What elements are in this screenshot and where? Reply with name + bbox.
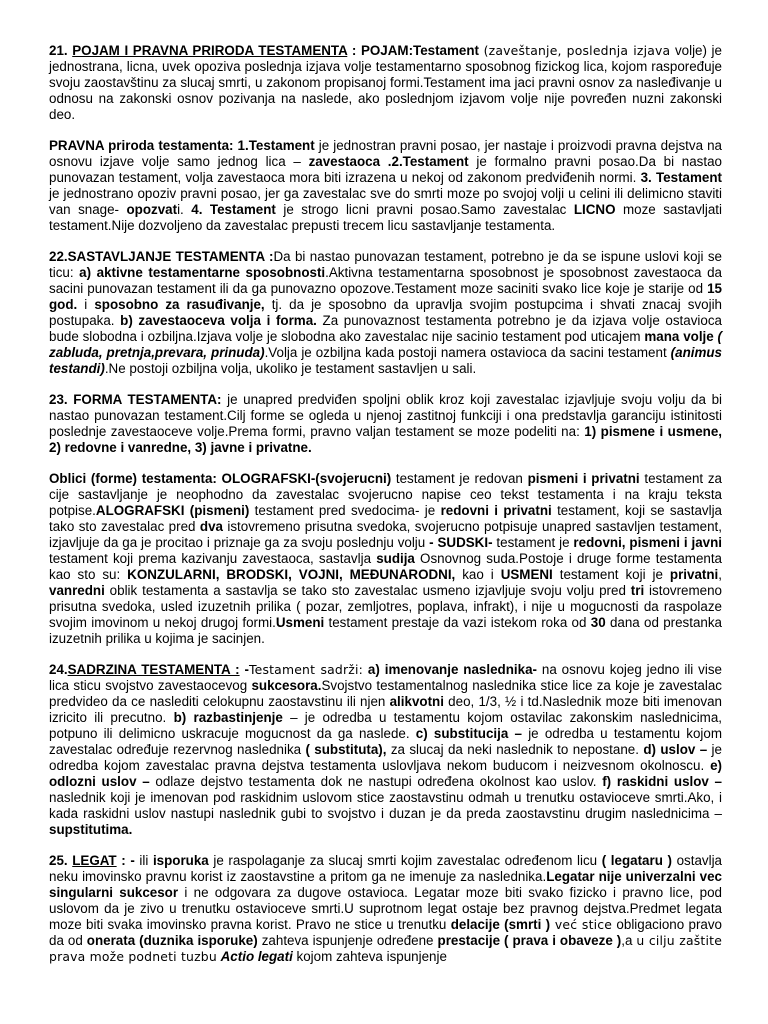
text-run: testament koji prema kazivanju zavestaoca, sastavlja bbox=[49, 551, 377, 566]
text-run: 25. bbox=[49, 853, 73, 868]
text-run: vanredni bbox=[49, 583, 105, 598]
text-run: dana od prestanka izuzetnih prilika u kojima je sacinjen. bbox=[49, 615, 723, 646]
text-run: ( substituta), bbox=[305, 742, 387, 757]
text-run: testament prestaje da vazi istekom roka od bbox=[324, 615, 591, 630]
text-run: privatni bbox=[669, 567, 719, 582]
text-run: 22.SASTAVLJANJE TESTAMENTA : bbox=[49, 249, 274, 264]
text-run: isporuka bbox=[152, 853, 209, 868]
text-run: testament koji je bbox=[552, 567, 670, 582]
text-run: i bbox=[77, 297, 95, 312]
text-run: testament pred svedocima- je bbox=[249, 503, 441, 518]
text-run: tri bbox=[630, 583, 645, 598]
text-run: LEGAT bbox=[72, 853, 117, 868]
text-run: Osnovnog suda.Postoje i druge forme testamenta kao sto su: bbox=[49, 551, 722, 582]
text-run: ili bbox=[134, 853, 153, 868]
text-run: tj. da je sposobno da upravlja svojim postupcima i shvati znacaj svojih postupaka. bbox=[49, 297, 722, 328]
text-run: 1) pismene i usmene, 2) redovne i vanredne, 3) javne i privatne. bbox=[49, 424, 722, 455]
text-run: ostavlja neku imovinsko pravnu korist iz zaostavstine a pritom ga ne imenuje za naslednika. bbox=[49, 853, 723, 884]
text-run: c) substitucija – bbox=[415, 726, 522, 741]
text-run: oblik testamenta a sastavlja se tako sto zavestalac usmeno izjavljuje svoju volju pred bbox=[104, 583, 631, 598]
text-run: b) zavestaoceva volja i forma. bbox=[120, 313, 317, 328]
text-run: Legatar nije univerzalni vec singularni sukcesor bbox=[49, 869, 723, 900]
text-run: prestacije ( prava i obaveze ) bbox=[437, 933, 622, 948]
text-run: zavestaoca .2.Testament bbox=[308, 154, 469, 169]
text-run: testament, koji se sastavlja tako sto zavestalac pred bbox=[49, 503, 723, 534]
text-run: ( zabluda, pretnja,prevara, prinuda) bbox=[49, 329, 723, 360]
text-run: istovremeno prisutna svedoka, usled izuzetnih prilika ( pozar, zemljotres, poplava, infrakt), i nije u mogucnosti da raspolaze svojim imovinom u nekoj drugoj formi. bbox=[49, 583, 722, 630]
text-run: Da bi nastao punovazan testament, potrebno je da se ispune uslovi koji se ticu: bbox=[49, 249, 722, 280]
text-run: obligaciono pravo da od bbox=[49, 917, 722, 948]
text-run: volje) je jednostrana, licna, uvek opoziva poslednja izjava volje testamentarno sposobnog fizickog lica, kojom raspoređuje svoju zaostavštinu za slucaj smrti, u zakonom propisanoj formi.Testament ima jaci pravni osnov za nasleđivanje u odnosu na zakonski osnov pozivanja na naslede, ako poslednjom izjavom volje nije povređen nuzni zakonski deo. bbox=[49, 43, 722, 122]
text-run: ( legataru ) bbox=[601, 853, 672, 868]
text-run: - bbox=[239, 662, 249, 677]
text-run: 23. FORMA TESTAMENTA: bbox=[49, 392, 222, 407]
text-run: sudija bbox=[376, 551, 415, 566]
text-run: Actio legati bbox=[220, 949, 293, 964]
text-run: .Ne postoji ozbiljna volja, ukoliko je testament sastavljen u sali. bbox=[104, 361, 477, 376]
text-run: testament je bbox=[492, 535, 574, 550]
text-run: Oblici (forme) testamenta: OLOGRAFSKI-(svojerucni) bbox=[49, 471, 392, 486]
text-run: a) imenovanje naslednika- bbox=[363, 662, 537, 677]
text-run: za slucaj da neki naslednik to nepostane. bbox=[386, 742, 644, 757]
text-run: je jednostrano opoziv pravni posao, jer ga zavestalac sve do smrti moze po svojoj volji u celini ili delimicno staviti van snage- bbox=[49, 186, 722, 217]
text-run: moze sastavljati testament.Nije dozvoljeno da zavestalac prepusti trecem licu sastavljanje testamenta. bbox=[49, 202, 722, 233]
text-run: .Aktivna testamentarna sposobnost je sposobnost zavestaoca da sacini punovazan testament ili da ga punovazno opozove.Testament moze saciniti svako lice koje je starije od bbox=[49, 265, 722, 296]
text-run: 30 bbox=[590, 615, 606, 630]
paragraph-section-21-definition bbox=[49, 43, 722, 123]
text-run: na osnovu kojeg jedno ili vise lica sticu svojstvo zavestaocevog bbox=[49, 662, 722, 693]
text-run: naslednik koji je imenovan pod raskidnim uslovom stice zaostavstinu odmah u trenutku ostavioceve smrti.Ako, i kada raskidni uslov nastupi naslednik gubi to svojstvo i duzan je da preda zaostavstinu drugim naslednicima – bbox=[49, 790, 722, 821]
text-run: (zaveštanje, poslednja izjava bbox=[483, 43, 671, 58]
text-run: ,a bbox=[621, 933, 637, 948]
text-run: a) aktivne testamentarne sposobnosti bbox=[79, 265, 326, 280]
text-run: - SUDSKI- bbox=[429, 535, 493, 550]
text-run: je raspolaganje za slucaj smrti kojim zavestalac određenom licu bbox=[208, 853, 602, 868]
text-run: LICNO bbox=[573, 202, 616, 217]
text-run: je jednostran pravni posao, jer nastaje i proizvodi pravna dejstva na osnovu izjave volje samo jednog lica – bbox=[49, 138, 722, 169]
text-run: supstitutima. bbox=[49, 822, 133, 837]
text-run: e) odlozni uslov – bbox=[49, 758, 722, 789]
text-run: SADRZINA TESTAMENTA : bbox=[67, 662, 240, 677]
text-run: Za punovaznost testamenta potrebno je da izjava volje ostavioca bude slobodna i ozbiljna.Izjava volje je slobodna ako zavestalac nije sacinio testament pod uticajem bbox=[49, 313, 722, 344]
text-run: Usmeni bbox=[275, 615, 325, 630]
text-run: deo, 1/3, ½ i td.Naslednik moze biti imenovan izricito ili precutno. bbox=[49, 694, 722, 725]
text-run: – je odredba u testamentu kojom ostavilac zakonskim naslednicima, potpuno ili delimicno uskracuje mogucnost da ga naslede. bbox=[49, 710, 722, 741]
text-run: testament za cije sastavljanje je neophodno da zavestalac svojerucno napise ceo tekst testamenta i na kraju teksta potpise. bbox=[49, 471, 722, 518]
text-run: onerata (duznika isporuke) bbox=[86, 933, 258, 948]
text-run: kao i bbox=[455, 567, 501, 582]
text-run: sukcesora. bbox=[251, 678, 322, 693]
text-run: KONZULARNI, BRODSKI, VOJNI, MEĐUNARODNI, bbox=[127, 567, 456, 582]
text-run: Testament sadrži: bbox=[248, 662, 364, 677]
text-run: sposobno za rasuđivanje, bbox=[94, 297, 265, 312]
text-run: kojom zahteva ispunjenje bbox=[292, 949, 447, 964]
text-run: već stice bbox=[550, 917, 613, 932]
text-run: i ne odgovara za dugove ostavioca. Legatar moze biti svako fizicko i pravno lice, pod uslovom da je zivo u trenutku ostavioceve smrti.U suprotnom legat ostaje bez pravnog dejstva.Predmet legata moze biti svaka imovinsko pravna korist. Pravo ne stice u trenutku bbox=[49, 885, 722, 932]
text-run: testament je redovan bbox=[391, 471, 528, 486]
text-run: , bbox=[718, 567, 722, 582]
text-run: je unapred predviđen spoljni oblik kroz koji zavestalac izjavljuje svoju volju da bi nastao punovazan testament.Cilj forme se ogleda u njenoj zastitnoj funkciji i ona predstavlja garanciju istinitosti poslednje zavestaoceve volje.Prema formi, pravno valjan testament se moze podeliti na: bbox=[49, 392, 722, 439]
text-run: PRAVNA priroda testamenta: 1.Testament bbox=[49, 138, 315, 153]
text-run: u cilju zaštite prava može podneti tuzbu bbox=[49, 933, 723, 964]
paragraph-section-24-sadrzina bbox=[49, 662, 722, 838]
text-run: zahteva ispunjenje određene bbox=[257, 933, 438, 948]
text-run: odlaze dejstvo testamenta dok ne nastupi određena okolnost kao uslov. bbox=[149, 774, 603, 789]
text-run: 24. bbox=[49, 662, 68, 677]
text-run: 15 god. bbox=[49, 281, 722, 312]
text-run: USMENI bbox=[500, 567, 553, 582]
text-run: i. bbox=[177, 202, 192, 217]
text-run: (animus testandi) bbox=[49, 345, 722, 376]
text-run: d) uslov – bbox=[643, 742, 708, 757]
text-run: alikvotni bbox=[389, 694, 444, 709]
text-run: pismeni i privatni bbox=[527, 471, 640, 486]
text-run: 21. bbox=[49, 43, 73, 58]
text-run: redovni i privatni bbox=[440, 503, 552, 518]
text-run: je strogo licni pravni posao.Samo zavestalac bbox=[275, 202, 574, 217]
text-run: POJAM I PRAVNA PRIRODA TESTAMENTA bbox=[72, 43, 348, 58]
text-run: je odredba kojom zavestalac pravna dejstva testamenta uslovljava nekom buducom i neizvesnom okolnoscu. bbox=[49, 742, 722, 773]
text-run: istovremeno prisutna svedoka, svojerucno potpisuje unapred sastavljen testament, izjavljuje da ga je procitao i priznaje ga za svoju poslednju volju bbox=[49, 519, 722, 550]
text-run: Svojstvo testamentalnog naslednika stice lice za koje je zavestalac predvideo da ce naslediti celokupnu zaostavstinu ili njen bbox=[49, 678, 722, 709]
paragraph-oblici-testamenta bbox=[49, 471, 722, 647]
text-run: 3. Testament bbox=[640, 170, 722, 185]
paragraph-pravna-priroda bbox=[49, 138, 722, 234]
paragraph-section-23-forma bbox=[49, 392, 722, 456]
text-run: delacije (smrti ) bbox=[450, 917, 551, 932]
text-run: f) raskidni uslov – bbox=[602, 774, 723, 789]
text-run: : POJAM:Testament bbox=[347, 43, 484, 58]
paragraph-section-25-legat bbox=[49, 853, 722, 965]
text-run: mana volje bbox=[644, 329, 714, 344]
text-run: 4. Testament bbox=[191, 202, 276, 217]
text-run: opozvat bbox=[126, 202, 178, 217]
text-run: b) razbastinjenje bbox=[173, 710, 283, 725]
text-run: .Volja je ozbiljna kada postoji namera ostavioca da sacini testament bbox=[264, 345, 671, 360]
paragraph-section-22-sastavljanje bbox=[49, 249, 722, 377]
text-run: je odredba u testamentu kojom zavestalac određuje rezervnog naslednika bbox=[49, 726, 723, 757]
text-run: redovni, pismeni i javni bbox=[573, 535, 722, 550]
text-run: dva bbox=[199, 519, 223, 534]
text-run: ALOGRAFSKI (pismeni) bbox=[95, 503, 250, 518]
text-run: je formalno pravni posao.Da bi nastao punovazan testament, volja zavestaoca mora biti izrazena u nekoj od zakonom predviđenih normi. bbox=[49, 154, 722, 185]
text-run: : - bbox=[116, 853, 135, 868]
